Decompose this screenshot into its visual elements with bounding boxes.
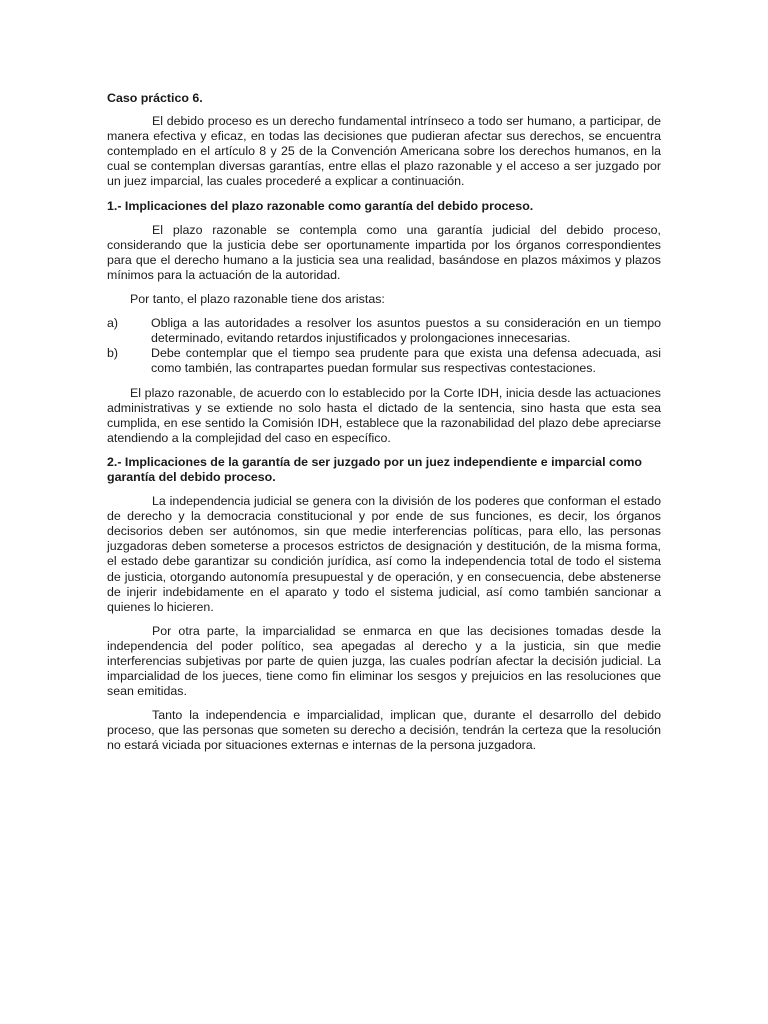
- list-item-text: Obliga a las autoridades a resolver los asuntos puestos a su consideración en un tiempo determinado, evitando retardos injustificados y prolongaciones innecesarias.: [151, 316, 661, 346]
- document-title: Caso práctico 6.: [107, 91, 203, 105]
- section-1-paragraph-1: El plazo razonable se contempla como una garantía judicial del debido proceso, considerando que la justicia debe ser oportunamente impartida por los órganos correspondientes para que el derecho humano a la justicia sea una realidad, basándose en plazos máximos y plazos mínimos para la actuación de la autoridad.: [107, 222, 661, 282]
- list-item: [107, 346, 661, 376]
- aristas-list: [107, 316, 661, 376]
- section-2-heading: 2.- Implicaciones de la garantía de ser juzgado por un juez independiente e imparcial como garantía del debido proceso.: [107, 454, 642, 484]
- section-2-paragraph-3: Tanto la independencia e imparcialidad, implican que, durante el desarrollo del debido proceso, que las personas que someten su derecho a decisión, tendrán la certeza que la resolución no estará viciada por situaciones externas e internas de la persona juzgadora.: [107, 708, 661, 753]
- intro-paragraph: El debido proceso es un derecho fundamental intrínseco a todo ser humano, a participar, de manera efectiva y eficaz, en todas las decisiones que pudieran afectar sus derechos, se encuentra contemplado en el artículo 8 y 25 de la Convención Americana sobre los derechos humanos, en la cual se contemplan diversas garantías, entre ellas el plazo razonable y el acceso a ser juzgado por un juez imparcial, las cuales procederé a explicar a continuación.: [107, 114, 661, 189]
- section-2-paragraph-1: La independencia judicial se genera con la división de los poderes que conforman el estado de derecho y la democracia constitucional y por ende de sus funciones, es decir, los órganos decisorios deben ser autónomos, sin que medie interferencias políticas, para ello, las personas juzgadoras deben someterse a procesos estrictos de designación y destitución, de la misma forma, el estado debe garantizar su condición jurídica, así como la independencia total de todo el sistema de justicia, otorgando autonomía presupuestal y de operación, y en consecuencia, debe abstenerse de injerir indebidamente en el aparato y todo el sistema judicial, así como también sancionar a quienes lo hicieren.: [107, 494, 661, 614]
- section-1-paragraph-2: Por tanto, el plazo razonable tiene dos aristas:: [130, 292, 385, 307]
- section-1-paragraph-3: El plazo razonable, de acuerdo con lo establecido por la Corte IDH, inicia desde las actuaciones administrativas y se extiende no solo hasta el dictado de la sentencia, sino hasta que esta sea cumplida, en ese sentido la Comisión IDH, establece que la razonabilidad del plazo debe apreciarse atendiendo a la complejidad del caso en específico.: [107, 385, 661, 445]
- list-item-marker: a): [107, 316, 119, 331]
- section-1-heading: 1.- Implicaciones del plazo razonable como garantía del debido proceso.: [107, 198, 534, 213]
- list-item-text: Debe contemplar que el tiempo sea prudente para que exista una defensa adecuada, asi como también, las contrapartes puedan formular sus respectivas contestaciones.: [151, 346, 661, 376]
- list-item-marker: b): [107, 346, 119, 361]
- section-2-paragraph-2: Por otra parte, la imparcialidad se enmarca en que las decisiones tomadas desde la independencia del poder político, sea apegadas al derecho y a la justicia, sin que medie interferencias subjetivas por parte de quien juzga, las cuales podrían afectar la decisión judicial. La imparcialidad de los jueces, tiene como fin eliminar los sesgos y prejuicios en las resoluciones que sean emitidas.: [107, 623, 661, 699]
- list-item: [107, 316, 661, 346]
